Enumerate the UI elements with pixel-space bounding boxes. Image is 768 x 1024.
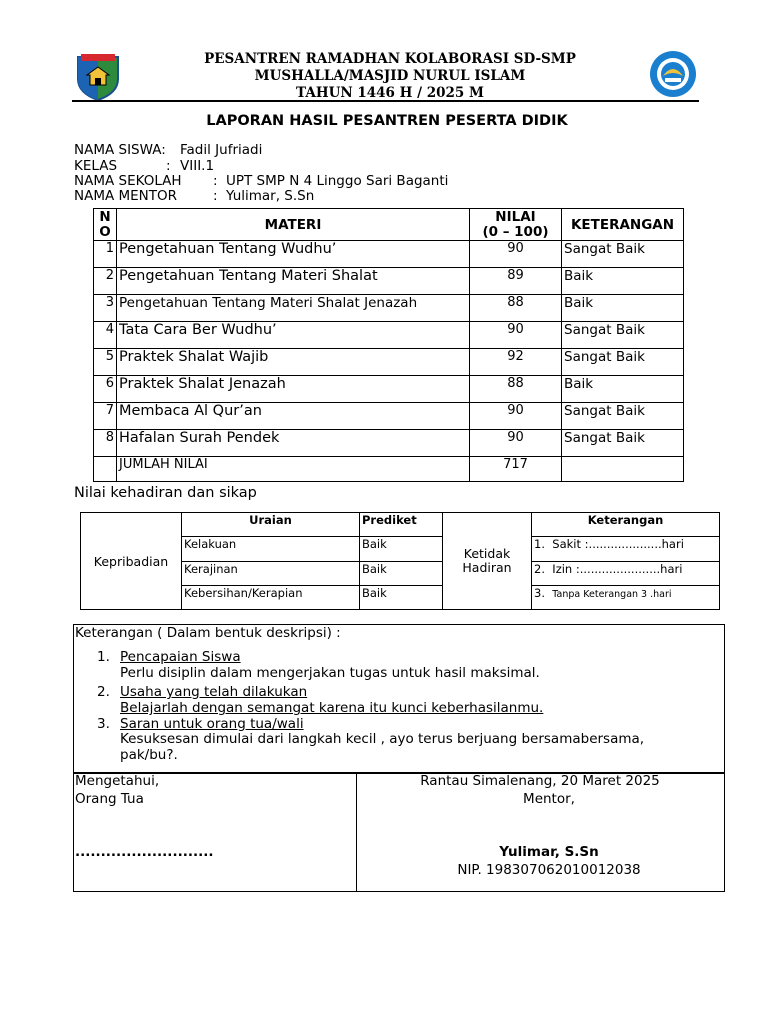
- description-item-title: Saran untuk orang tua/wali: [120, 716, 304, 732]
- class-value: VIII.1: [180, 158, 215, 174]
- description-item-title: Usaha yang telah dilakukan: [120, 684, 308, 700]
- description-item-body-2: pak/bu?.: [120, 747, 178, 763]
- student-name-label: NAMA SISWA:: [74, 142, 166, 158]
- signature-left-line-2: Orang Tua: [75, 791, 144, 807]
- table-row: Kelakuan Baik 1. Sakit :....................hari: [81, 537, 720, 562]
- mentor-label: NAMA MENTOR: [74, 188, 178, 204]
- table-row: Kerajinan Baik 2. Izin :......................hari: [81, 562, 720, 586]
- table-row: 6 Praktek Shalat Jenazah 88 Baik: [94, 376, 684, 403]
- table-row: 1 Pengetahuan Tentang Wudhu’ 90 Sangat Baik: [94, 241, 684, 268]
- uraian-header: Uraian: [182, 513, 360, 537]
- table-row: 5 Praktek Shalat Wajib 92 Sangat Baik: [94, 349, 684, 376]
- total-label: JUMLAH NILAI: [117, 457, 470, 482]
- grades-header-row: [94, 209, 684, 241]
- grades-table: [93, 208, 684, 482]
- col-no: N O: [94, 209, 117, 241]
- ketidakhadiran-label: Ketidak Hadiran: [443, 513, 532, 610]
- attendance-section-title: Nilai kehadiran dan sikap: [74, 485, 257, 501]
- signature-box: [73, 772, 725, 892]
- school-value: UPT SMP N 4 Linggo Sari Baganti: [226, 173, 449, 189]
- description-heading: Keterangan ( Dalam bentuk deskripsi) :: [75, 625, 341, 641]
- table-row: Kebersihan/Kerapian Baik 3. Tanpa Keterangan 3 .hari: [81, 586, 720, 610]
- kepribadian-label: Kepribadian: [81, 513, 182, 610]
- description-item-title: Pencapaian Siswa: [120, 649, 241, 665]
- mentor-value: Yulimar, S.Sn: [226, 188, 315, 204]
- col-materi: MATERI: [117, 209, 470, 241]
- parent-signature-line: ...........................: [75, 844, 214, 860]
- page-title: LAPORAN HASIL PESANTREN PESERTA DIDIK: [206, 113, 568, 129]
- class-sep: :: [166, 158, 171, 174]
- student-name: Fadil Jufriadi: [180, 142, 263, 158]
- header-line-2: MUSHALLA/MASJID NURUL ISLAM: [254, 68, 526, 84]
- mentor-sep: :: [213, 188, 218, 204]
- description-item-body: Perlu disiplin dalam mengerjakan tugas untuk hasil maksimal.: [120, 665, 540, 681]
- total-row: [94, 457, 684, 482]
- prediket-header: Prediket: [360, 513, 443, 537]
- signature-role: Mentor,: [523, 791, 575, 807]
- table-row: 8 Hafalan Surah Pendek 90 Sangat Baik: [94, 430, 684, 457]
- signature-place-date: Rantau Simalenang, 20 Maret 2025: [420, 773, 660, 789]
- header-line-1: PESANTREN RAMADHAN KOLABORASI SD-SMP: [204, 51, 576, 67]
- school-label: NAMA SEKOLAH: [74, 173, 182, 189]
- tut-wuri-handayani-icon: [647, 50, 699, 98]
- attendance-table: [80, 512, 720, 610]
- keterangan-header: Keterangan: [532, 513, 720, 537]
- class-label: KELAS: [74, 158, 118, 174]
- header-line-3: TAHUN 1446 H / 2025 M: [296, 85, 484, 101]
- header-divider: [72, 100, 699, 102]
- table-row: 7 Membaca Al Qur’an 90 Sangat Baik: [94, 403, 684, 430]
- description-item-body: Belajarlah dengan semangat karena itu kunci keberhasilanmu.: [120, 700, 544, 716]
- table-row: 2 Pengetahuan Tentang Materi Shalat 89 Baik: [94, 268, 684, 295]
- table-row: 4 Tata Cara Ber Wudhu’ 90 Sangat Baik: [94, 322, 684, 349]
- mentor-nip: NIP. 198307062010012038: [457, 862, 641, 878]
- description-item-body: Kesuksesan dimulai dari langkah kecil , ayo terus berjuang bersamabersama,: [120, 731, 645, 747]
- mentor-name: Yulimar, S.Sn: [499, 844, 599, 860]
- description-box: Keterangan ( Dalam bentuk deskripsi) : 1. Pencapaian Siswa Perlu disiplin dalam mengerjakan tugas untuk hasil maksimal. 2. Usaha yang telah dilakukan Belajarlah dengan semangat karena itu kunci keberhasilanmu. 3. Saran untuk orang tua/wali Kesuksesan dimulai dari langkah kecil , ayo terus berjuang bersamabersama, pak/bu?.: [73, 624, 725, 774]
- school-sep: :: [213, 173, 218, 189]
- table-row: 3 Pengetahuan Tentang Materi Shalat Jenazah 88 Baik: [94, 295, 684, 322]
- col-keterangan: KETERANGAN: [562, 209, 684, 241]
- signature-left-line-1: Mengetahui,: [75, 773, 160, 789]
- regency-logo-icon: [73, 51, 123, 101]
- total-value: 717: [470, 457, 562, 482]
- col-nilai: NILAI (0 – 100): [470, 209, 562, 241]
